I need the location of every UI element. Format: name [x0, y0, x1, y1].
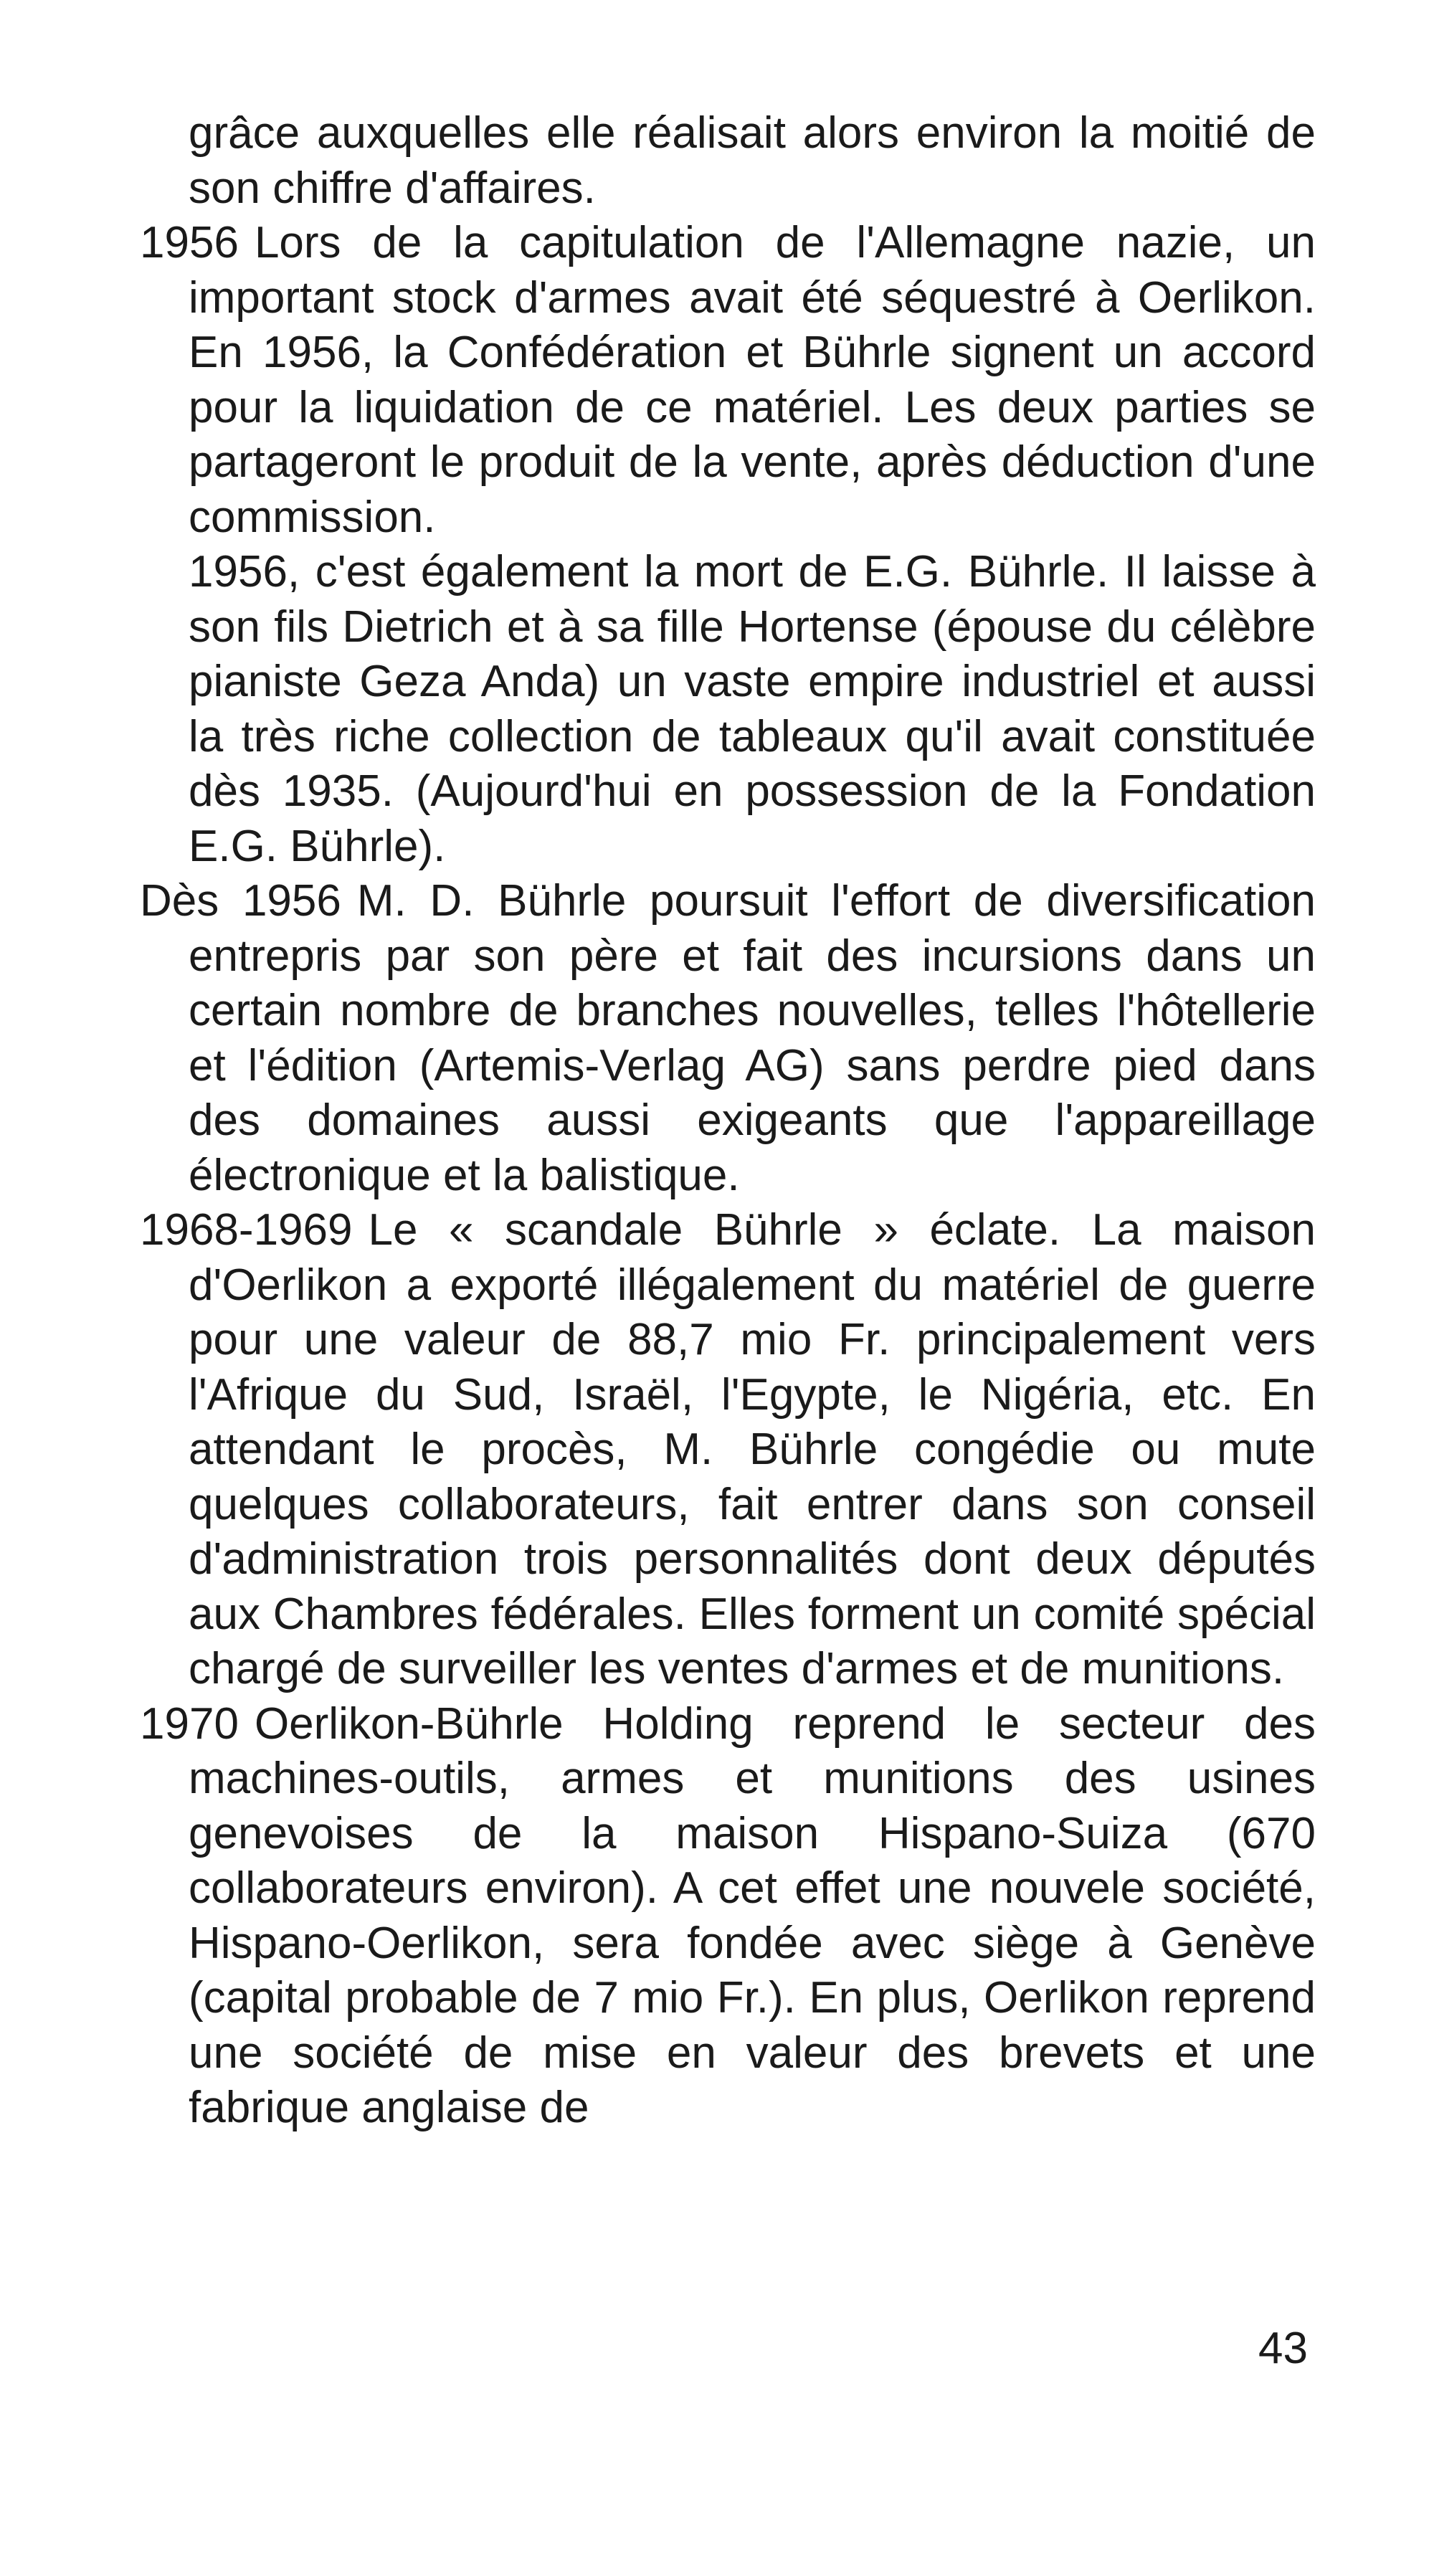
chronology-entry-1970 [140, 1697, 1316, 2136]
chronology-text [140, 106, 1316, 2136]
entry-continuation-paragraph [140, 545, 1316, 874]
entry-paragraph-text: grâce auxquelles elle réalisait alors environ la moitié de son chiffre d'affaires. [189, 108, 1316, 213]
chronology-entry-1956 [140, 216, 1316, 545]
chronology-entry-des-1956 [140, 874, 1316, 1203]
entry-year: Dès 1956 [140, 876, 341, 926]
entry-paragraph-text: M. D. Bührle poursuit l'effort de diversification entrepris par son père et fait des incursions dans un certain nombre de branches nouvelles, telles l'hôtellerie et l'édition (Artemis-Verlag AG) sans perdre pied dans des domaines aussi exigeants que l'appareillage électronique et la balistique. [189, 876, 1316, 1200]
entry-year: 1968-1969 [140, 1205, 353, 1255]
page-number: 43 [1258, 2324, 1308, 2373]
chronology-entry-1968-1969 [140, 1203, 1316, 1697]
entry-paragraph-text: Oerlikon-Bührle Holding reprend le secteur des machines-outils, armes et munitions des usines genevoises de la maison Hispano-Suiza (670 collaborateurs environ). A cet effet une nouvele société, Hispano-Oerlikon, sera fondée avec siège à Genève (capital probable de 7 mio Fr.). En plus, Oerlikon reprend une société de mise en valeur des brevets et une fabrique anglaise de [189, 1698, 1316, 2132]
entry-paragraph-text: 1956, c'est également la mort de E.G. Bührle. Il laisse à son fils Dietrich et à sa fille Hortense (épouse du célèbre pianiste Geza Anda) un vaste empire industriel et aussi la très riche collection de tableaux qu'il avait constituée dès 1935. (Aujourd'hui en possession de la Fondation E.G. Bührle). [189, 547, 1316, 871]
entry-year: 1956 [140, 218, 239, 267]
entry-continuation-paragraph [140, 106, 1316, 216]
entry-paragraph-text: Lors de la capitulation de l'Allemagne nazie, un important stock d'armes avait été séquestré à Oerlikon. En 1956, la Confédération et Bührle signent un accord pour la liquidation de ce matériel. Les deux parties se partageront le produit de la vente, après déduction d'une commission. [189, 218, 1316, 542]
entry-paragraph-text: Le « scandale Bührle » éclate. La maison d'Oerlikon a exporté illégalement du matériel de guerre pour une valeur de 88,7 mio Fr. principalement vers l'Afrique du Sud, Israël, l'Egypte, le Nigéria, etc. En attendant le procès, M. Bührle congédie ou mute quelques collaborateurs, fait entrer dans son conseil d'administration trois personnalités dont deux députés aux Chambres fédérales. Elles forment un comité spécial chargé de surveiller les ventes d'armes et de munitions. [189, 1205, 1316, 1693]
entry-year: 1970 [140, 1698, 239, 1749]
